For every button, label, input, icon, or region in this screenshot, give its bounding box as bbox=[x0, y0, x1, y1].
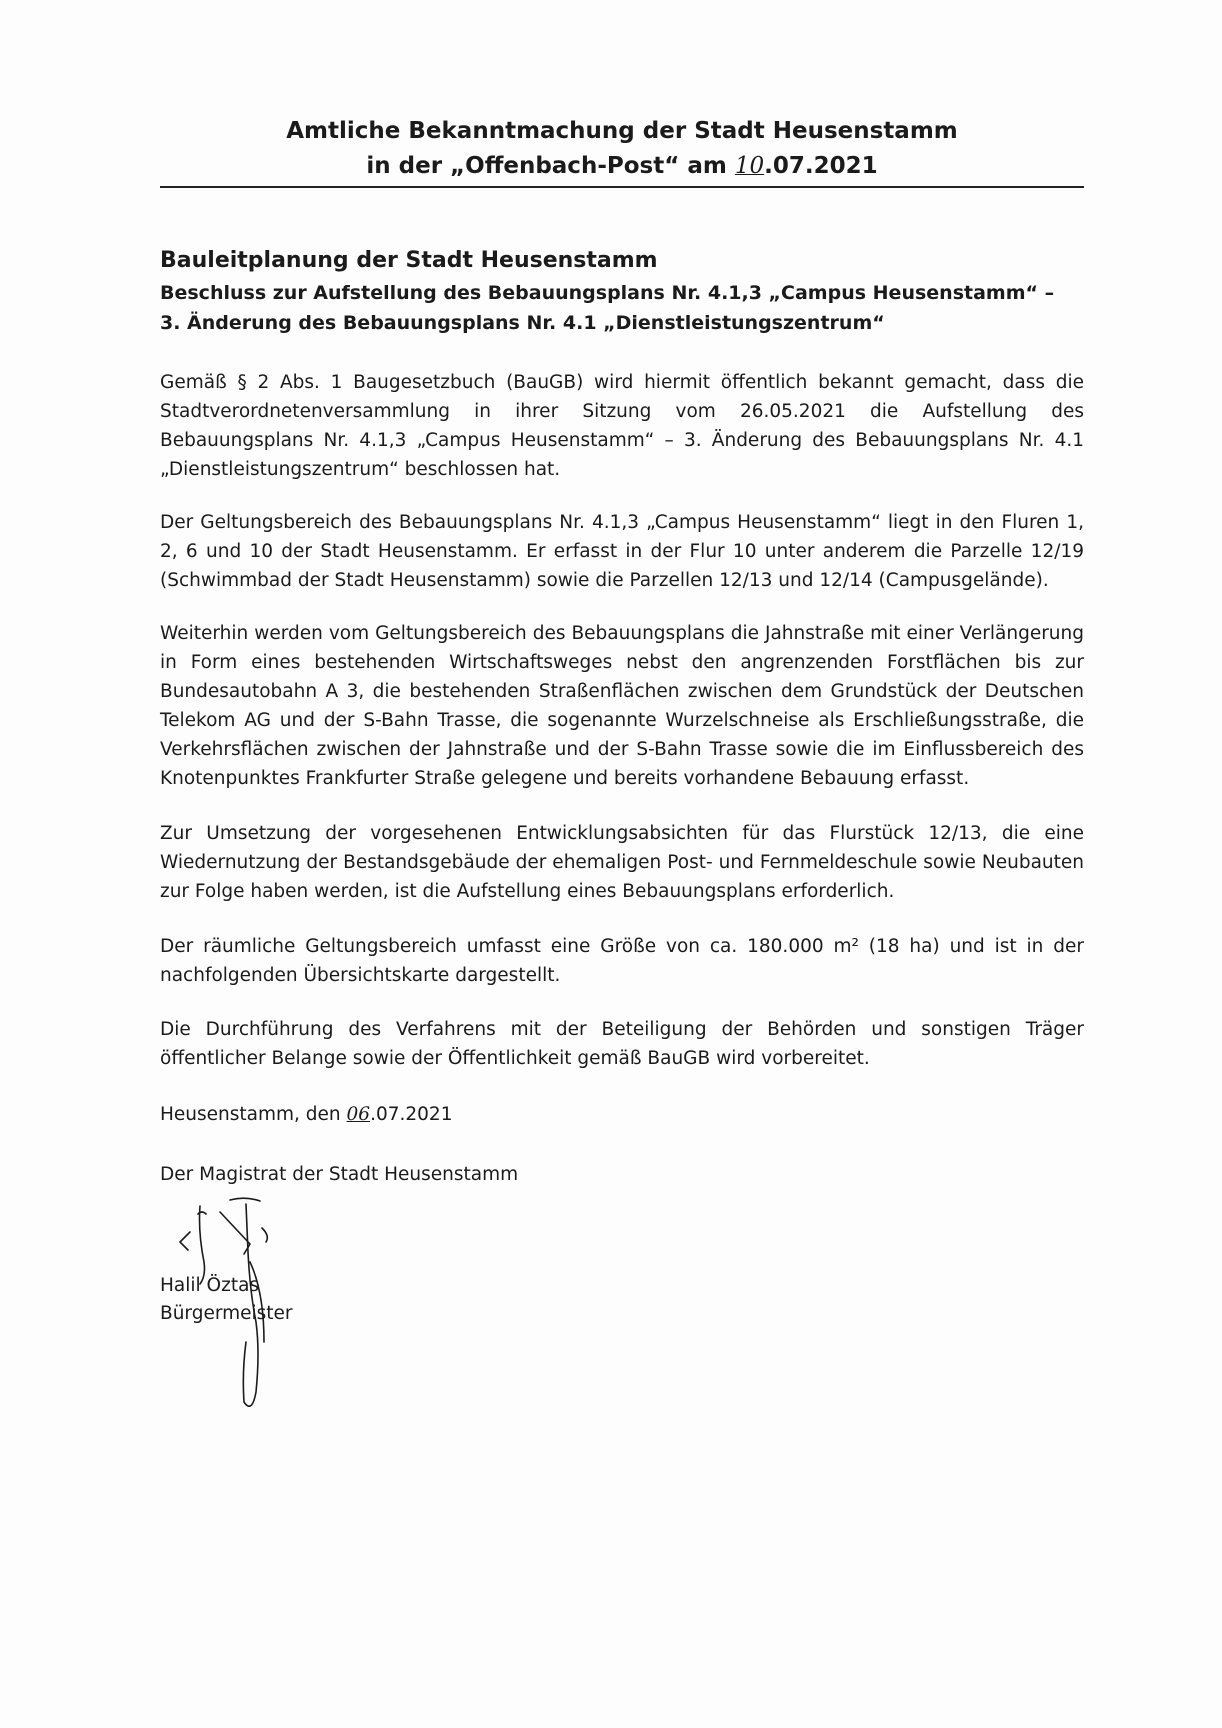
header-divider bbox=[160, 186, 1084, 188]
notice-subtitle-line-1: Beschluss zur Aufstellung des Bebauungsplans Nr. 4.1,3 „Campus Heusenstamm“ – bbox=[160, 282, 1055, 304]
signer-title: Bürgermeister bbox=[160, 1303, 293, 1324]
paragraph-scope-extension: Weiterhin werden vom Geltungsbereich des Bebauungsplans die Jahnstraße mit einer Verlängerung in Form eines bestehenden Wirtschaftsweges nebst den angrenzenden Forstflächen bis zur Bundesautobahn A 3, die bestehenden Straßenflächen zwischen dem Grundstück der Deutschen Telekom AG und der S-Bahn Trasse, die sogenannte Wurzelschneise als Erschließungsstraße, die Verkehrsflächen zwischen der Jahnstraße und der S-Bahn Trasse sowie die im Einflussbereich des Knotenpunktes Frankfurter Straße gelegene und bereits vorhandene Bebauung erfasst. bbox=[160, 623, 1084, 789]
place-date-prefix: Heusenstamm, den bbox=[160, 1104, 347, 1125]
issuing-authority: Der Magistrat der Stadt Heusenstamm bbox=[160, 1164, 519, 1185]
handwritten-publication-day: 10 bbox=[734, 153, 765, 179]
paragraph-area-size: Der räumliche Geltungsbereich umfasst eine Größe von ca. 180.000 m² (18 ha) und ist in der nachfolgenden Übersichtskarte dargestellt. bbox=[160, 936, 1084, 986]
signer-block bbox=[160, 1272, 293, 1328]
paragraph-scope: Der Geltungsbereich des Bebauungsplans Nr. 4.1,3 „Campus Heusenstamm“ liegt in den Fluren 1, 2, 6 und 10 der Stadt Heusenstamm. Er erfasst in der Flur 10 unter anderem die Parzelle 12/19 (Schwimmbad der Stadt Heusenstamm) sowie die Parzellen 12/13 und 12/14 (Campusgelände). bbox=[160, 512, 1084, 591]
place-date-suffix: .07.2021 bbox=[370, 1104, 453, 1125]
paragraph-procedure: Die Durchführung des Verfahrens mit der Beteiligung der Behörden und sonstigen Träger öffentlicher Belange sowie der Öffentlichkeit gemäß BauGB wird vorbereitet. bbox=[160, 1019, 1084, 1069]
header-line-2 bbox=[160, 149, 1084, 184]
header-line-2-suffix: .07.2021 bbox=[764, 153, 878, 179]
paragraph-resolution: Gemäß § 2 Abs. 1 Baugesetzbuch (BauGB) wird hiermit öffentlich bekannt gemacht, dass die Stadtverordnetenversammlung in ihrer Sitzung vom 26.05.2021 die Aufstellung des Bebauungsplans Nr. 4.1,3 „Campus Heusenstamm“ – 3. Änderung des Bebauungsplans Nr. 4.1 „Dienstleistungszentrum“ beschlossen hat. bbox=[160, 372, 1084, 480]
signer-name: Halil Öztas bbox=[160, 1275, 260, 1296]
announcement-header bbox=[160, 114, 1084, 184]
place-and-date bbox=[160, 1100, 1084, 1129]
notice-title-block bbox=[160, 244, 1084, 338]
header-line-1: Amtliche Bekanntmachung der Stadt Heusenstamm bbox=[286, 118, 958, 144]
notice-title: Bauleitplanung der Stadt Heusenstamm bbox=[160, 248, 658, 273]
header-line-2-prefix: in der „Offenbach-Post“ am bbox=[366, 153, 735, 179]
handwritten-signing-day: 06 bbox=[346, 1104, 371, 1125]
paragraph-purpose: Zur Umsetzung der vorgesehenen Entwicklungsabsichten für das Flurstück 12/13, die eine Wiedernutzung der Bestandsgebäude der ehemaligen Post- und Fernmeldeschule sowie Neubauten zur Folge haben werden, ist die Aufstellung eines Bebauungsplans erforderlich. bbox=[160, 823, 1084, 902]
notice-subtitle-line-2: 3. Änderung des Bebauungsplans Nr. 4.1 „Dienstleistungszentrum“ bbox=[160, 312, 885, 334]
